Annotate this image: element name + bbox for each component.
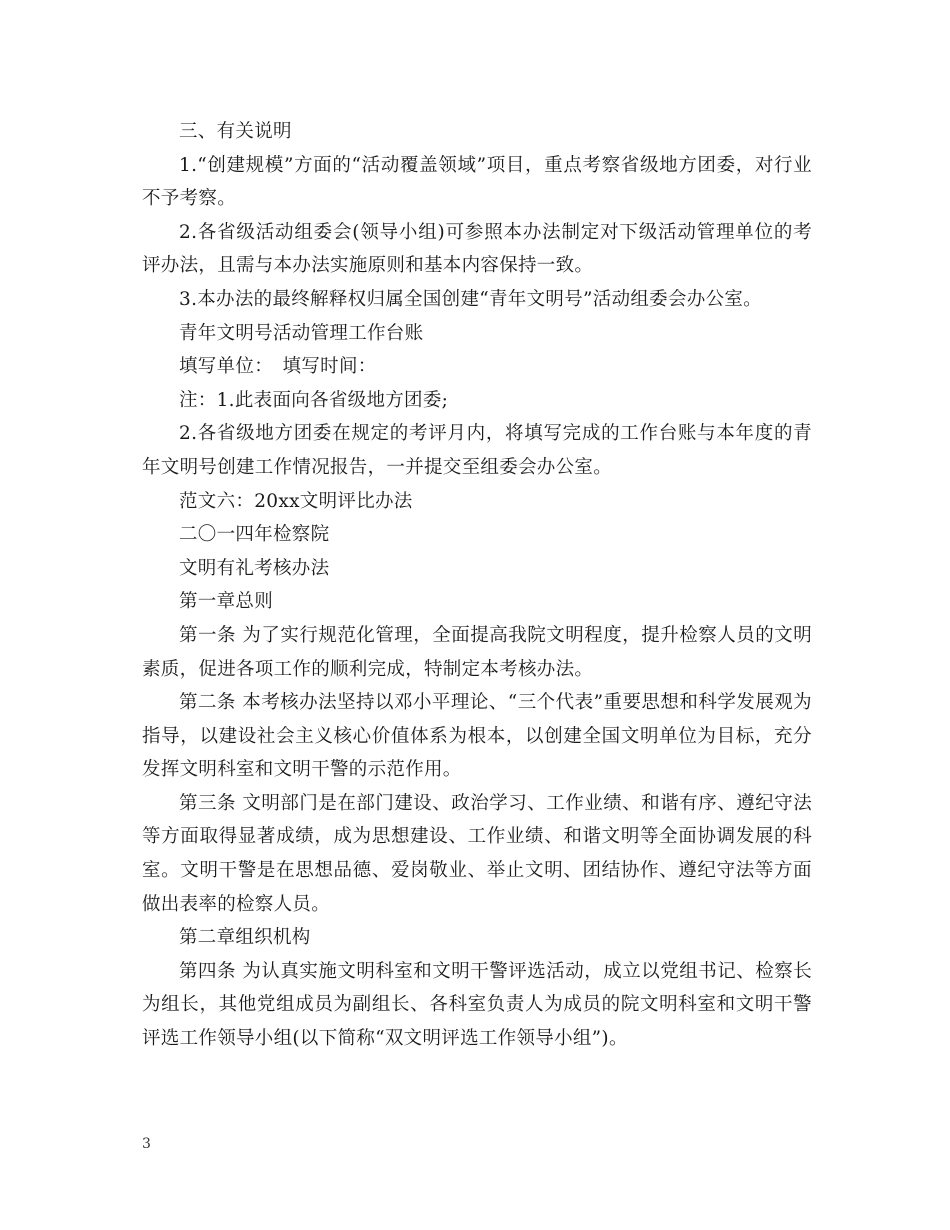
- page-number: 3: [142, 1136, 151, 1152]
- article-4: 第四条 为认真实施文明科室和文明干警评选活动，成立以党组书记、检察长为组长，其他党组成员为副组长、各科室负责人为成员的院文明科室和文明干警评选工作领导小组(以下简称“双文明评选工作领导小组”)。: [142, 960, 812, 1050]
- ledger-fill-fields: 填写单位： 填写时间：: [179, 356, 377, 378]
- ledger-note-2: 2.各省级地方团委在规定的考评月内，将填写完成的工作台账与本年度的青年文明号创建工作情况报告，一并提交至组委会办公室。: [142, 423, 812, 478]
- ledger-title: 青年文明号活动管理工作台账: [179, 322, 424, 344]
- chapter-two-heading: 第二章组织机构: [179, 927, 311, 949]
- paragraph-note-3: 3.本办法的最终解释权归属全国创建“青年文明号”活动组委会办公室。: [179, 288, 762, 310]
- paragraph-note-1: 1.“创建规模”方面的“活动覆盖领域”项目，重点考察省级地方团委，对行业不予考察。: [142, 154, 812, 210]
- article-1: 第一条 为了实行规范化管理，全面提高我院文明程度，提升检察人员的文明素质，促进各项工作的顺利完成，特制定本考核办法。: [142, 624, 812, 680]
- chapter-one-heading: 第一章总则: [179, 591, 274, 613]
- sample-six-title: 范文六：20xx文明评比办法: [179, 490, 413, 512]
- ledger-note-1: 注：1.此表面向各省级地方团委;: [179, 389, 449, 411]
- section-heading-notes: 三、有关说明: [179, 121, 292, 142]
- assessment-title: 文明有礼考核办法: [179, 557, 330, 579]
- article-3: 第三条 文明部门是在部门建设、政治学习、工作业绩、和谐有序、遵纪守法等方面取得显著成绩，成为思想建设、工作业绩、和谐文明等全面协调发展的科室。文明干警是在思想品德、爱岗敬业、举止文明、团结协作、遵纪守法等方面做出表率的检察人员。: [142, 792, 812, 915]
- procuratorate-year: 二〇一四年检察院: [179, 524, 330, 546]
- paragraph-note-2: 2.各省级活动组委会(领导小组)可参照本办法制定对下级活动管理单位的考评办法，且需与本办法实施原则和基本内容保持一致。: [142, 221, 812, 277]
- document-body: [142, 115, 812, 1056]
- article-2: 第二条 本考核办法坚持以邓小平理论、“三个代表”重要思想和科学发展观为指导，以建设社会主义核心价值体系为根本，以创建全国文明单位为目标，充分发挥文明科室和文明干警的示范作用。: [142, 692, 812, 781]
